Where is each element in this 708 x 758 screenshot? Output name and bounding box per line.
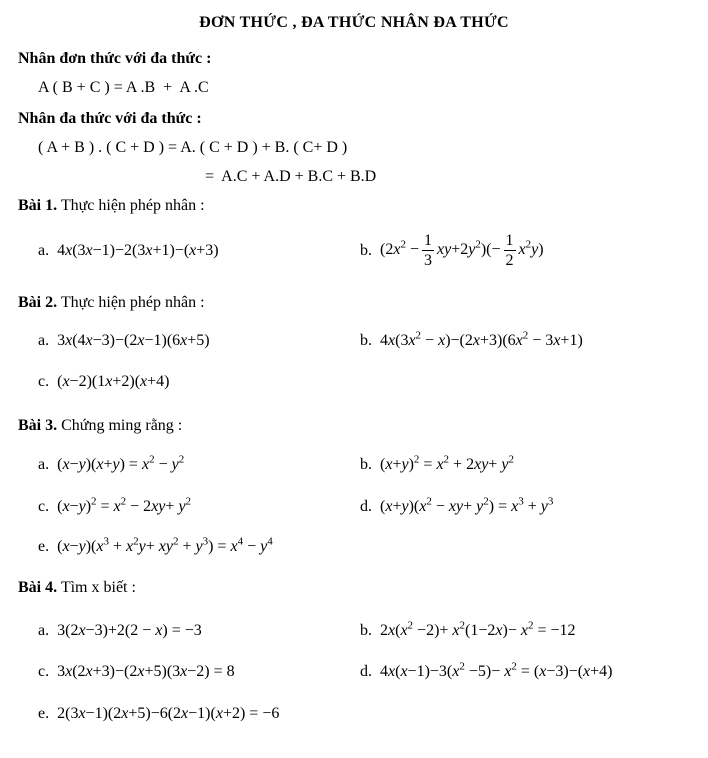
problem-item-3c bbox=[38, 496, 360, 518]
section-heading-text: Thực hiện phép nhân : bbox=[57, 197, 205, 214]
item-label: e. bbox=[38, 538, 50, 555]
section-number: Bài 3. bbox=[18, 417, 58, 434]
item-math: 3x(4x−3)−(2x−1)(6x+5) bbox=[57, 332, 210, 349]
item-label: a. bbox=[38, 332, 50, 349]
section-heading-text: Tìm x biết : bbox=[57, 579, 136, 596]
item-math: $4x(x-1)-3(x^2 -5)- x^2 = (x-3)-(x+4)$ bbox=[380, 660, 613, 680]
fraction: $\frac{1}{3}$ bbox=[423, 232, 432, 269]
section-heading bbox=[18, 195, 690, 217]
problem-item-4e bbox=[38, 703, 360, 725]
section-heading-text: Thực hiện phép nhân : bbox=[57, 294, 205, 311]
item-math: $4x(3x^2 - x)-(2x+3)(6x^2 - 3x+1)$ bbox=[380, 329, 583, 349]
item-math: ($2x^2$ − $\frac{1}{3}$ $xy+2y^2)(-$ $\frac{1}{2}$ $x^2y$) bbox=[380, 232, 544, 269]
problem-row bbox=[18, 703, 690, 725]
item-label: a. bbox=[38, 622, 50, 639]
section-bai-3 bbox=[18, 415, 690, 558]
problem-row bbox=[18, 496, 690, 518]
problem-row bbox=[18, 231, 690, 270]
item-label: a. bbox=[38, 241, 50, 259]
section-heading bbox=[18, 415, 690, 437]
problem-row bbox=[18, 661, 690, 683]
problem-item-1b bbox=[360, 231, 690, 270]
item-label: c. bbox=[38, 663, 50, 680]
problem-item-4d bbox=[360, 661, 690, 683]
section-bai-1 bbox=[18, 195, 690, 270]
problem-item-4a bbox=[38, 620, 360, 642]
polynomial-rule-formula-line2: = A.C + A.D + B.C + B.D bbox=[205, 168, 377, 185]
item-math: 4x(3x−1)−2(3x+1)−(x+3) bbox=[57, 241, 219, 259]
item-math: $(x-y)(x^3 + x^2y+ xy^2 + y^3) = x^4 - y^4$ bbox=[57, 535, 273, 555]
problem-item-2b bbox=[360, 330, 690, 352]
item-math: 3x(2x+3)−(2x+5)(3x−2) = 8 bbox=[57, 663, 235, 680]
item-label: c. bbox=[38, 498, 50, 515]
problem-item-3e bbox=[38, 536, 360, 558]
section-heading bbox=[18, 577, 690, 599]
section-number: Bài 4. bbox=[18, 579, 58, 596]
problem-row bbox=[18, 330, 690, 352]
item-math: (x−2)(1x+2)(x+4) bbox=[57, 373, 170, 390]
problem-item-2c bbox=[38, 371, 360, 393]
item-math: $(x-y)(x+y) = x^2 - y^2$ bbox=[57, 453, 185, 473]
item-label: b. bbox=[360, 456, 372, 473]
item-label: d. bbox=[360, 498, 372, 515]
section-bai-2 bbox=[18, 292, 690, 393]
problem-item-2a bbox=[38, 330, 360, 352]
item-label: c. bbox=[38, 373, 50, 390]
problem-row bbox=[18, 454, 690, 476]
section-heading bbox=[18, 292, 690, 314]
polynomial-rule-formula-line1: ( A + B ) . ( C + D ) = A. ( C + D ) + B. ( C+ D ) bbox=[38, 139, 348, 156]
item-label: d. bbox=[360, 663, 372, 680]
problem-item-3a bbox=[38, 454, 360, 476]
item-math: $(x+y)^2 = x^2 + 2xy+ y^2$ bbox=[380, 453, 514, 473]
problem-item-3d bbox=[360, 496, 690, 518]
monomial-rule-heading: Nhân đơn thức với đa thức : bbox=[18, 50, 212, 67]
section-number: Bài 2. bbox=[18, 294, 58, 311]
item-label: b. bbox=[360, 241, 372, 259]
item-math: 2(3x−1)(2x+5)−6(2x−1)(x+2) = −6 bbox=[57, 705, 280, 722]
item-math: 3(2x−3)+2(2 − x) = −3 bbox=[57, 622, 202, 639]
item-label: b. bbox=[360, 332, 372, 349]
item-math: $(x-y)^2 = x^2 - 2xy+ y^2$ bbox=[57, 495, 192, 515]
problem-row bbox=[18, 536, 690, 558]
problem-item-4c bbox=[38, 661, 360, 683]
page-title: ĐƠN THỨC , ĐA THỨC NHÂN ĐA THỨC bbox=[199, 14, 509, 31]
item-math: $(x+y)(x^2 - xy+ y^2) = x^3 + y^3$ bbox=[380, 495, 554, 515]
polynomial-rule-heading: Nhân đa thức với đa thức : bbox=[18, 110, 202, 127]
monomial-rule-formula: A ( B + C ) = A .B + A .C bbox=[38, 79, 209, 96]
item-math: $2x(x^2 -2)+ x^2(1-2x)- x^2 = -12$ bbox=[380, 619, 576, 639]
fraction: $\frac{1}{2}$ bbox=[505, 232, 514, 269]
item-label: e. bbox=[38, 705, 50, 722]
item-label: b. bbox=[360, 622, 372, 639]
section-number: Bài 1. bbox=[18, 197, 58, 214]
problem-row bbox=[18, 371, 690, 393]
section-bai-4 bbox=[18, 577, 690, 725]
problem-item-3b bbox=[360, 454, 690, 476]
problem-item-4b bbox=[360, 620, 690, 642]
section-heading-text: Chứng ming rằng : bbox=[57, 417, 183, 434]
problem-row bbox=[18, 620, 690, 642]
problem-item-1a bbox=[38, 240, 360, 262]
item-label: a. bbox=[38, 456, 50, 473]
